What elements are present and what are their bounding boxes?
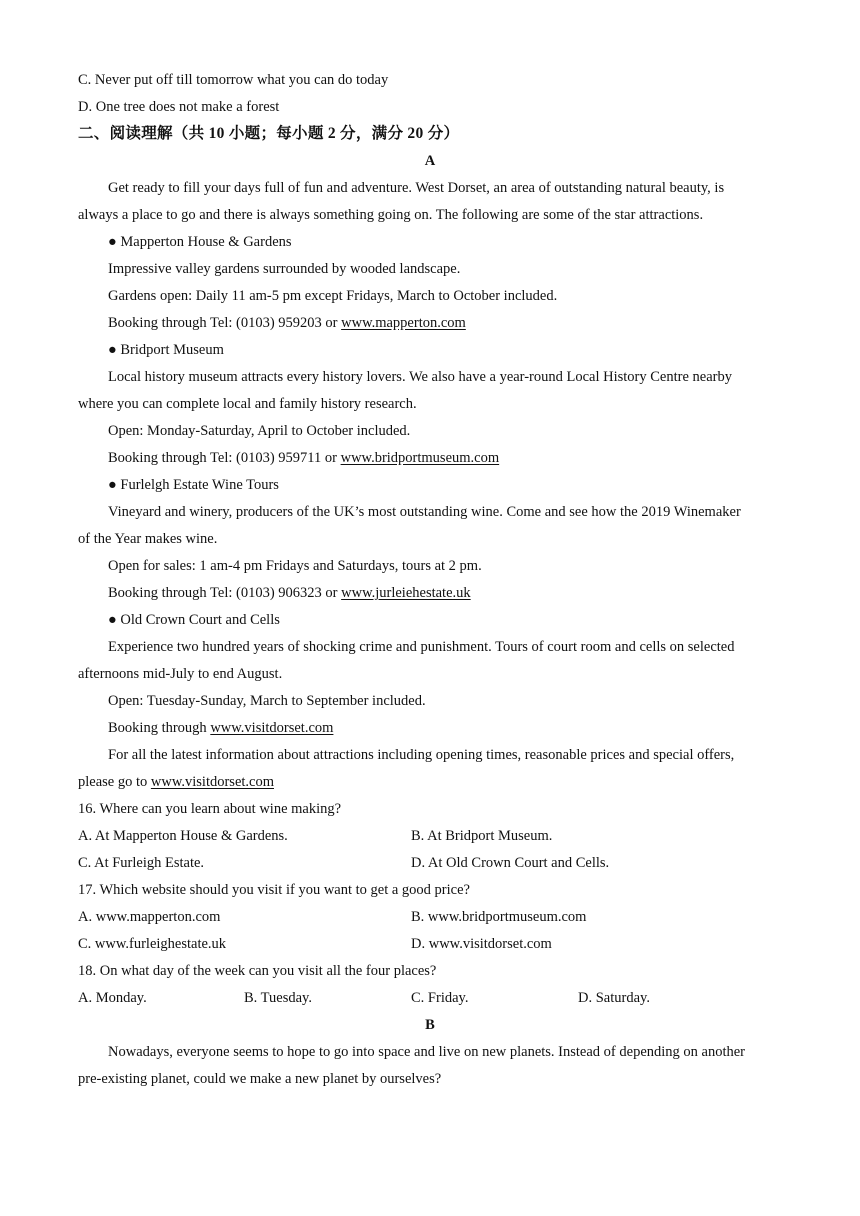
- answer-option[interactable]: C. At Furleigh Estate.: [78, 855, 205, 871]
- attraction-description-cont: of the Year makes wine.: [78, 531, 218, 547]
- answer-option[interactable]: B. Tuesday.: [244, 990, 312, 1006]
- section-title: 二、阅读理解（共 10 小题；每小题 2 分，满分 20 分）: [78, 125, 460, 142]
- attraction-website-link[interactable]: www.mapperton.com: [341, 315, 466, 331]
- booking-text: Booking through Tel: (0103) 959203 or: [108, 315, 342, 331]
- answer-option[interactable]: A. www.mapperton.com: [78, 909, 221, 925]
- booking-text: Booking through Tel: (0103) 959711 or: [108, 450, 341, 466]
- prev-option-c: C. Never put off till tomorrow what you can do today: [78, 72, 389, 88]
- attraction-description: Vineyard and winery, producers of the UK’s most outstanding wine. Come and see how the 2019 Winemaker: [108, 504, 741, 520]
- attraction-opening-hours: Open: Tuesday-Sunday, March to September included.: [108, 693, 426, 709]
- answer-option[interactable]: A. At Mapperton House & Gardens.: [78, 828, 288, 844]
- attraction-website-link[interactable]: www.jurleiehestate.uk: [341, 585, 471, 601]
- visitdorset-link[interactable]: www.visitdorset.com: [150, 774, 274, 790]
- attraction-booking: [108, 718, 782, 745]
- attraction-description: Impressive valley gardens surrounded by wooded landscape.: [108, 261, 461, 277]
- attraction-name: ● Furlelgh Estate Wine Tours: [108, 477, 279, 493]
- attraction-booking: [108, 313, 782, 340]
- passage-a-closing: For all the latest information about attractions including opening times, reasonable prices and special offers,: [108, 747, 735, 763]
- booking-text: Booking through Tel: (0103) 906323 or: [108, 585, 342, 601]
- attraction-name: ● Bridport Museum: [108, 342, 224, 358]
- attraction-name: ● Mapperton House & Gardens: [108, 234, 292, 250]
- answer-option[interactable]: D. Saturday.: [578, 990, 650, 1006]
- passage-b-text: Nowadays, everyone seems to hope to go into space and live on new planets. Instead of depending on another: [108, 1044, 746, 1060]
- passage-a-intro: Get ready to fill your days full of fun and adventure. West Dorset, an area of outstanding natural beauty, is: [108, 180, 725, 196]
- answer-option[interactable]: C. www.furleighestate.uk: [78, 936, 227, 952]
- attraction-description-cont: where you can complete local and family history research.: [78, 396, 417, 412]
- passage-b-heading: B: [425, 1017, 435, 1033]
- attraction-booking: [108, 583, 782, 610]
- question-stem: 18. On what day of the week can you visit all the four places?: [78, 963, 437, 979]
- passage-a-heading: A: [424, 153, 436, 169]
- attraction-description-cont: afternoons mid-July to end August.: [78, 666, 283, 682]
- attraction-website-link[interactable]: www.visitdorset.com: [210, 720, 334, 736]
- answer-option[interactable]: D. At Old Crown Court and Cells.: [411, 855, 610, 871]
- passage-a-closing-cont: [78, 772, 782, 799]
- attraction-description: Local history museum attracts every history lovers. We also have a year-round Local History Centre nearby: [108, 369, 732, 385]
- attraction-name: ● Old Crown Court and Cells: [108, 612, 280, 628]
- attraction-opening-hours: Gardens open: Daily 11 am-5 pm except Fridays, March to October included.: [108, 288, 558, 304]
- answer-option[interactable]: A. Monday.: [78, 990, 147, 1006]
- attraction-booking: [108, 448, 782, 475]
- answer-option[interactable]: B. At Bridport Museum.: [411, 828, 553, 844]
- passage-b-text-cont: pre-existing planet, could we make a new planet by ourselves?: [78, 1071, 442, 1087]
- prev-option-d: D. One tree does not make a forest: [78, 99, 280, 115]
- passage-a-intro-cont: always a place to go and there is always something going on. The following are some of the star attractions.: [78, 207, 704, 223]
- question-stem: 16. Where can you learn about wine making?: [78, 801, 342, 817]
- attraction-opening-hours: Open for sales: 1 am-4 pm Fridays and Saturdays, tours at 2 pm.: [108, 558, 482, 574]
- answer-option[interactable]: B. www.bridportmuseum.com: [411, 909, 587, 925]
- answer-option[interactable]: C. Friday.: [411, 990, 469, 1006]
- closing-text: please go to: [78, 774, 151, 790]
- attraction-description: Experience two hundred years of shocking crime and punishment. Tours of court room and cells on selected: [108, 639, 735, 655]
- question-stem: 17. Which website should you visit if you want to get a good price?: [78, 882, 470, 898]
- attraction-opening-hours: Open: Monday-Saturday, April to October included.: [108, 423, 411, 439]
- answer-option[interactable]: D. www.visitdorset.com: [411, 936, 552, 952]
- booking-text: Booking through: [108, 720, 211, 736]
- attraction-website-link[interactable]: www.bridportmuseum.com: [340, 450, 500, 466]
